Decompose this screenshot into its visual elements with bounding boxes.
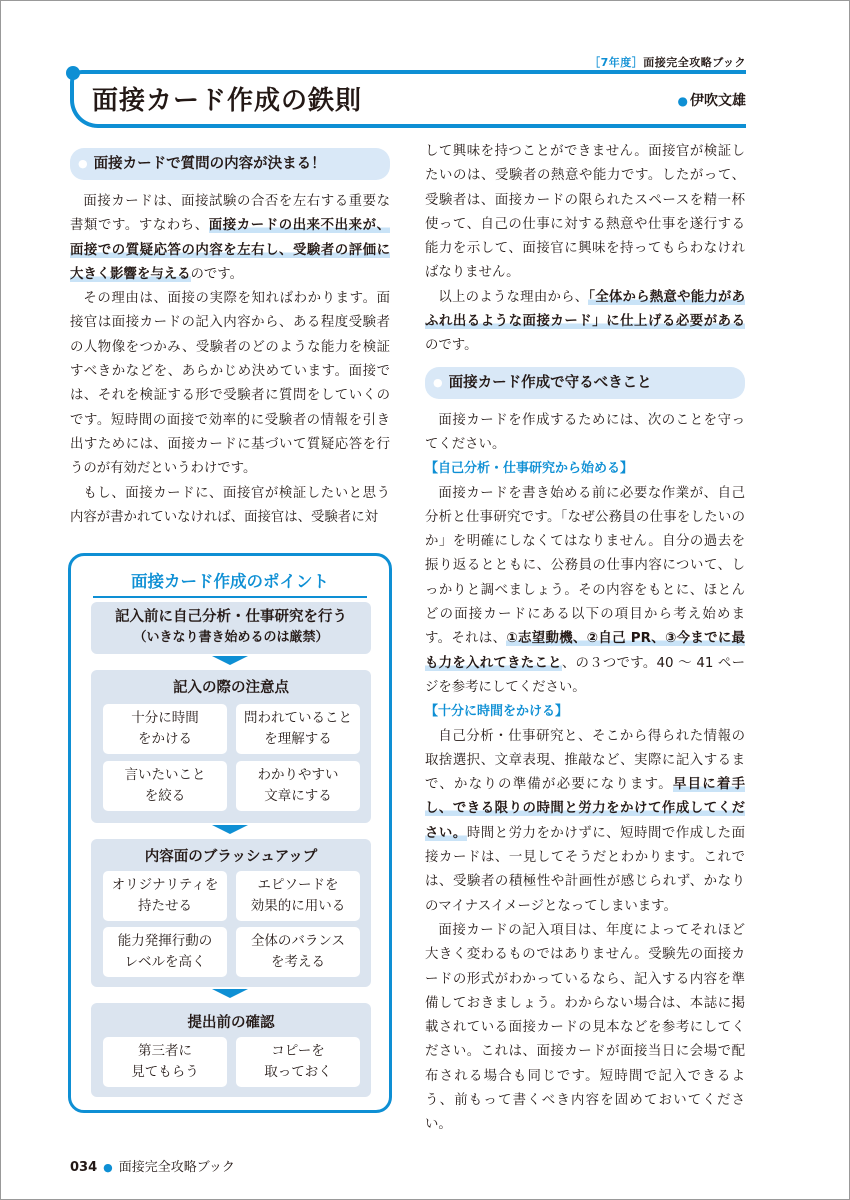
cell-line: 言いたいこと bbox=[124, 767, 206, 783]
paragraph-4 bbox=[425, 286, 745, 359]
cell-line: 持たせる bbox=[138, 898, 192, 914]
cell-line: コピーを bbox=[271, 1043, 325, 1059]
cell-line: 問われていること bbox=[244, 710, 352, 726]
point-cell bbox=[103, 1037, 227, 1087]
cell-line: を考える bbox=[271, 954, 325, 970]
step-final-head: 提出前の確認 bbox=[187, 1015, 275, 1031]
cell-line: 全体のバランス bbox=[250, 933, 346, 949]
title-dot bbox=[66, 66, 80, 80]
point-cell bbox=[103, 871, 227, 921]
running-head-book: 面接完全攻略ブック bbox=[643, 56, 746, 69]
point-cell bbox=[103, 761, 227, 811]
cell-line: 見てもらう bbox=[131, 1064, 199, 1080]
down-arrow-icon bbox=[212, 989, 248, 998]
footer bbox=[70, 1156, 235, 1175]
points-box bbox=[68, 553, 392, 1113]
text: 、の３つです。40 ～ 41 ページを参考にしてください。 bbox=[425, 655, 746, 695]
cell-line: 十分に時間 bbox=[131, 710, 199, 726]
point-cell bbox=[103, 927, 227, 977]
point-cell bbox=[236, 927, 360, 977]
step-writing bbox=[91, 670, 371, 823]
cell-line: 第三者に bbox=[138, 1043, 192, 1059]
cell-line: レベルを高く bbox=[124, 954, 206, 970]
cell-line: を理解する bbox=[264, 731, 332, 747]
step-prewrite-line2: （いきなり書き始めるのは厳禁） bbox=[133, 630, 329, 645]
step-brushup bbox=[91, 839, 371, 987]
cell-line: を絞る bbox=[144, 788, 186, 804]
left-column bbox=[70, 140, 390, 530]
subheading-time: 【十分に時間をかける】 bbox=[425, 704, 569, 720]
down-arrow-icon bbox=[212, 656, 248, 665]
paragraph-8: 面接カードの記入項目は、年度によってそれほど大きく変わるものではありません。受験先の面接カードの形式がわかっているなら、記入する内容を準備しておきましょう。わからない場合は、本誌に掲載されている面接カードの見本などを参考にしてください。これは、面接カードが面接当日に会場で配布される場合も同じです。短時間で記入できるよう、前もって書くべき内容を固めておいてください。 bbox=[425, 922, 745, 1133]
paragraph-2: その理由は、面接の実際を知ればわかります。面接官は面接カードの記入内容から、ある程度受験者の人物像をつかみ、受験者のどのような能力を検証すべきかなどを、あらかじめ決めています。面接では、それを検証する形で受験者に質問をしていくのです。短時間の面接で効率的に受験者の情報を引き出すためには、面接カードに基づいて質疑応答を行うのが有効だというわけです。 bbox=[70, 291, 390, 477]
bullet-icon: ● bbox=[103, 1161, 113, 1174]
year-tag: ［7年度］ bbox=[589, 56, 644, 69]
text: 時間と労力をかけずに、短時間で作成した面接カードは、一見してそうだとわかります。これでは、受験者の積極性や計画性が感じられず、かなりのマイナスイメージとなってしまいます。 bbox=[425, 825, 746, 914]
author: ● 伊吹文雄 bbox=[678, 90, 746, 110]
text: 面接カードは、面接試験の合否を左右する重要な書類です。すなわち、 bbox=[70, 194, 390, 234]
cell-line: 取っておく bbox=[264, 1064, 332, 1080]
paragraph-5: 面接カードを作成するためには、次のことを守ってください。 bbox=[425, 412, 745, 452]
cell-line: わかりやすい bbox=[257, 767, 339, 783]
step-prewrite-line1: 記入前に自己分析・仕事研究を行う bbox=[115, 609, 347, 625]
footer-book: 面接完全攻略ブック bbox=[118, 1160, 235, 1175]
text: 面接カードを書き始める前に必要な作業が、自己分析と仕事研究です。「なぜ公務員の仕事をしたいのか」を明確にしなくてはなりません。自分の過去を振り返るとともに、公務員の仕事内容について、しっかりと調べましょう。その内容をもとに、ほとんどの面接カードにある以下の項目から考え始めます。それは、 bbox=[425, 485, 745, 647]
text: 以上のような理由から、 bbox=[438, 289, 589, 305]
emphasis: 面接カードの出来不出来が、面接での質疑応答の内容を左右し、受験者の評価に大きく影響を与える bbox=[70, 218, 390, 282]
cell-line: エピソードを bbox=[257, 877, 339, 893]
step-writing-head: 記入の際の注意点 bbox=[173, 680, 289, 696]
step-brushup-head: 内容面のブラッシュアップ bbox=[144, 849, 318, 865]
paragraph-6 bbox=[425, 482, 745, 701]
paragraph-7 bbox=[425, 725, 745, 919]
point-cell bbox=[236, 761, 360, 811]
emphasis: 早目に着手し、できる限りの時間と労力をかけて作成してください。 bbox=[425, 777, 745, 841]
page-title: 面接カード作成の鉄則 bbox=[92, 86, 363, 116]
point-cell bbox=[103, 704, 227, 754]
page-number: 034 bbox=[70, 1160, 98, 1175]
running-head bbox=[589, 54, 746, 70]
text: 自己分析・仕事研究と、そこから得られた情報の取捨選択、文章表現、推敲など、実際に記入するまで、かなりの準備が必要になります。 bbox=[425, 728, 745, 793]
section-heading-1: ● 面接カードで質問の内容が決まる！ bbox=[70, 148, 390, 180]
cell-line: オリジナリティを bbox=[111, 877, 219, 893]
paragraph-continued: して興味を持つことができません。面接官が検証したいのは、受験者の熱意や能力です。したがって、受験者は、面接カードの限られたスペースを精一杯使って、自己の仕事に対する熱意や仕事を遂行する能力を示して、面接官に興味を持ってもらわなければなりません。 bbox=[425, 144, 745, 281]
emphasis: ①志望動機、②自己 PR、③今までに最も力を入れてきたこと bbox=[425, 631, 745, 671]
step-final-check bbox=[91, 1003, 371, 1097]
cell-line: 能力発揮行動の bbox=[117, 933, 213, 949]
points-title: 面接カード作成のポイント bbox=[71, 568, 389, 592]
cell-line: 文章にする bbox=[264, 788, 332, 804]
paragraph-1 bbox=[70, 190, 390, 287]
point-cell bbox=[236, 871, 360, 921]
paragraph-3: もし、面接カードに、面接官が検証したいと思う内容が書かれていなければ、面接官は、受験者に対 bbox=[70, 485, 390, 525]
text: のです。 bbox=[425, 338, 478, 354]
section-heading-2: ● 面接カード作成で守るべきこと bbox=[425, 367, 745, 399]
text: のです。 bbox=[190, 266, 244, 282]
step-prewrite bbox=[91, 602, 371, 654]
right-column bbox=[425, 140, 745, 1138]
emphasis: 「全体から熱意や能力があふれ出るような面接カード」に仕上げる必要がある bbox=[425, 289, 745, 330]
cell-line: 効果的に用いる bbox=[250, 898, 346, 914]
point-cell bbox=[236, 1037, 360, 1087]
subheading-self-analysis: 【自己分析・仕事研究から始める】 bbox=[425, 461, 634, 477]
cell-line: をかける bbox=[138, 731, 192, 747]
down-arrow-icon bbox=[212, 825, 248, 834]
point-cell bbox=[236, 704, 360, 754]
